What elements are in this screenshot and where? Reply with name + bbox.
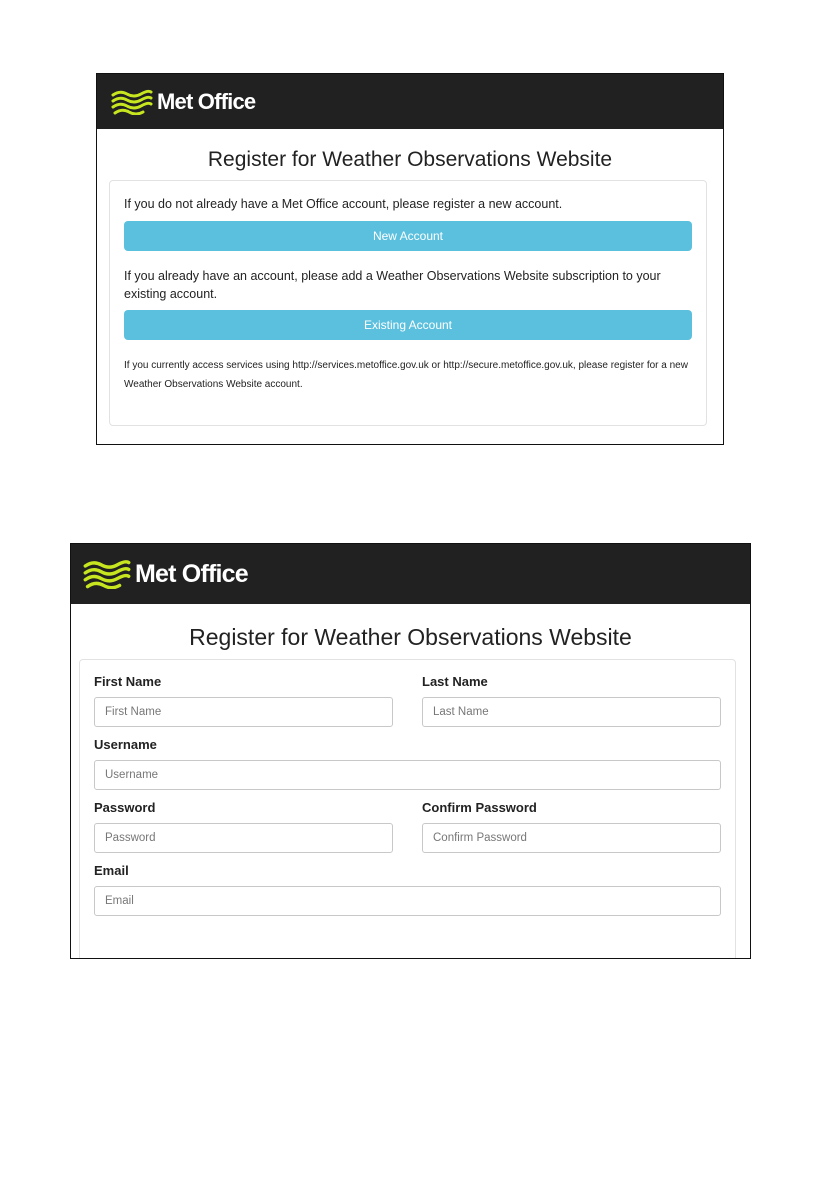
confirm-password-group — [422, 800, 721, 853]
email-input[interactable] — [94, 886, 721, 916]
met-office-waves-icon — [111, 89, 153, 115]
username-label: Username — [94, 737, 157, 752]
registration-form-screenshot — [70, 543, 751, 959]
page-title: Register for Weather Observations Website — [207, 148, 613, 171]
met-office-logo[interactable] — [111, 89, 255, 115]
email-label: Email — [94, 863, 129, 878]
confirm-password-label: Confirm Password — [422, 800, 537, 815]
last-name-group — [422, 674, 721, 727]
username-input[interactable] — [94, 760, 721, 790]
new-account-text: If you do not already have a Met Office account, please register a new account. — [124, 197, 563, 211]
logo-text: Met Office — [157, 88, 256, 114]
first-name-label: First Name — [94, 674, 162, 689]
met-office-waves-icon — [83, 559, 131, 589]
registration-form-panel — [79, 659, 736, 959]
logo-text: Met Office — [135, 559, 248, 588]
existing-account-text: If you already have an account, please add a Weather Observations Website subscription to your existing account. — [124, 269, 661, 301]
site-header — [97, 74, 723, 129]
username-group — [94, 737, 721, 790]
last-name-input[interactable] — [422, 697, 721, 727]
new-account-button[interactable]: New Account — [124, 221, 692, 251]
registration-form — [94, 674, 721, 926]
account-choice-screenshot — [96, 73, 724, 445]
password-group — [94, 800, 393, 853]
first-name-group — [94, 674, 393, 727]
password-input[interactable] — [94, 823, 393, 853]
page-title: Register for Weather Observations Website — [189, 624, 632, 650]
met-office-logo[interactable] — [83, 559, 248, 589]
email-group — [94, 863, 721, 916]
confirm-password-input[interactable] — [422, 823, 721, 853]
account-options-panel — [109, 180, 707, 426]
last-name-label: Last Name — [422, 674, 488, 689]
legacy-services-note: If you currently access services using http://services.metoffice.gov.uk or http://secure.metoffice.gov.uk, please register for a new Weather Observations Website account. — [124, 360, 688, 390]
site-header — [71, 544, 750, 604]
existing-account-button[interactable]: Existing Account — [124, 310, 692, 340]
first-name-input[interactable] — [94, 697, 393, 727]
password-label: Password — [94, 800, 156, 815]
